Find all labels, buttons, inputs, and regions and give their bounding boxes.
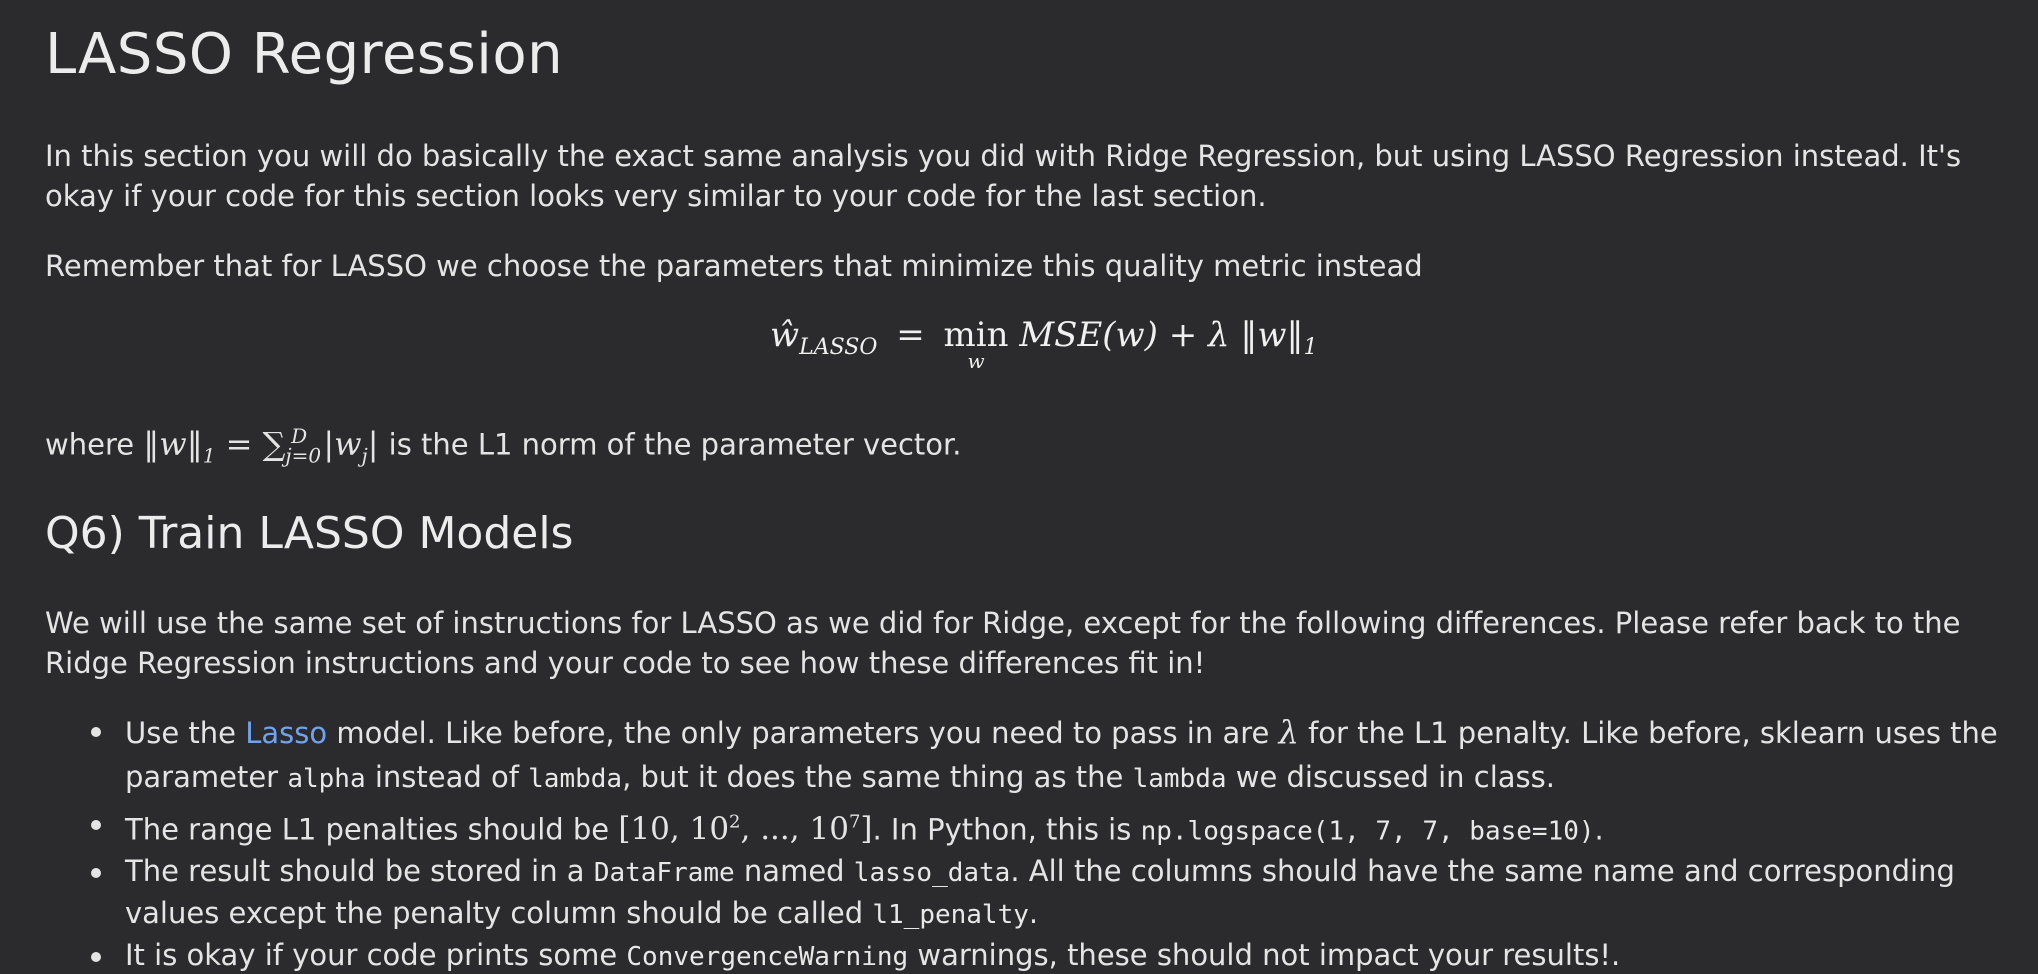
- formula-lhs-sub: LASSO: [799, 334, 878, 360]
- inline-code: alpha: [287, 764, 366, 794]
- page-title: LASSO Regression: [45, 22, 564, 87]
- where-suffix: is the L1 norm of the parameter vector.: [388, 427, 962, 462]
- bullet-text: named: [743, 854, 845, 889]
- math-part: [10, 10: [618, 811, 730, 848]
- where-sum-sub: j=0: [285, 443, 322, 468]
- math-part: , ..., 10: [740, 811, 849, 848]
- where-norm: ‖w‖: [143, 424, 203, 463]
- bullet-text: .: [1028, 896, 1039, 931]
- math-sup: 7: [848, 812, 861, 833]
- lasso-formula: [770, 315, 1318, 373]
- formula-lhs: ŵ: [770, 315, 800, 355]
- where-norm-sub: 1: [202, 443, 216, 468]
- section-intro-paragraph: We will use the same set of instructions for LASSO as we did for Ridge, except for the following differences. Please refer back to the Ridge Regression instructions and your code to see how these differences fit in!: [45, 606, 1961, 680]
- where-prefix: where: [45, 427, 135, 462]
- where-abs-end: |: [367, 424, 379, 463]
- where-abs-sub: j: [361, 443, 368, 468]
- where-eq-sum: = ∑: [225, 424, 286, 463]
- where-abs: |w: [323, 424, 362, 463]
- bullet-text: . All the columns should have the same name and corresponding values except the penalty column should be called: [125, 854, 1955, 931]
- list-item: [125, 710, 2015, 801]
- section-title: Q6) Train LASSO Models: [45, 508, 574, 559]
- lasso-link[interactable]: Lasso: [245, 716, 328, 750]
- bullet-text: .: [1594, 812, 1604, 847]
- bullet-text: Use the: [125, 716, 236, 750]
- bullet-text: The result should be stored in a: [125, 854, 585, 889]
- bullet-text: model. Like before, the only parameters you need to pass in are: [336, 716, 1270, 750]
- penalty-range-math: [618, 811, 872, 847]
- list-item: [125, 851, 2015, 935]
- bullet-text: instead of: [374, 760, 519, 794]
- inline-code: lasso_data: [853, 858, 1011, 889]
- list-item: [125, 935, 2015, 974]
- formula-min-under: w: [967, 349, 985, 373]
- inline-code: DataFrame: [593, 858, 735, 889]
- lambda-symbol: λ: [1278, 713, 1299, 751]
- formula-eq: =: [896, 315, 925, 355]
- bullet-text: warnings, these should not impact your results!.: [917, 938, 1621, 973]
- math-sup: 2: [729, 812, 741, 833]
- remember-paragraph: Remember that for LASSO we choose the parameters that minimize this quality metric instead: [45, 249, 1423, 283]
- inline-code: lambda: [528, 764, 623, 794]
- where-paragraph: [45, 416, 1995, 475]
- bullet-text: The range L1 penalties should be: [125, 812, 610, 847]
- intro-paragraph: In this section you will do basically the exact same analysis you did with Ridge Regression, but using LASSO Regression instead. It's okay if your code for this section looks very similar to your code for the last section.: [45, 139, 1962, 213]
- formula-body: MSE(w) + λ ‖w‖: [1019, 315, 1304, 355]
- bullet-text: for the L1 penalty. Like before, sklearn uses the parameter: [125, 716, 1998, 794]
- list-item: [125, 803, 2015, 851]
- formula-body-sub: 1: [1303, 334, 1318, 360]
- bullet-text: . In Python, this is: [872, 812, 1132, 847]
- where-sum-sup: D: [291, 424, 308, 448]
- formula-min: min: [943, 315, 1009, 355]
- bullet-text: we discussed in class.: [1235, 760, 1555, 794]
- bullet-text: It is okay if your code prints some: [125, 938, 618, 973]
- inline-code: np.logspace(1, 7, 7, base=10): [1140, 816, 1595, 847]
- differences-list: [45, 710, 2015, 974]
- bullet-text: , but it does the same thing as the: [622, 760, 1124, 794]
- inline-code: ConvergenceWarning: [626, 942, 909, 973]
- math-part: ]: [860, 811, 873, 848]
- inline-code: l1_penalty: [872, 900, 1029, 931]
- inline-code: lambda: [1132, 764, 1227, 794]
